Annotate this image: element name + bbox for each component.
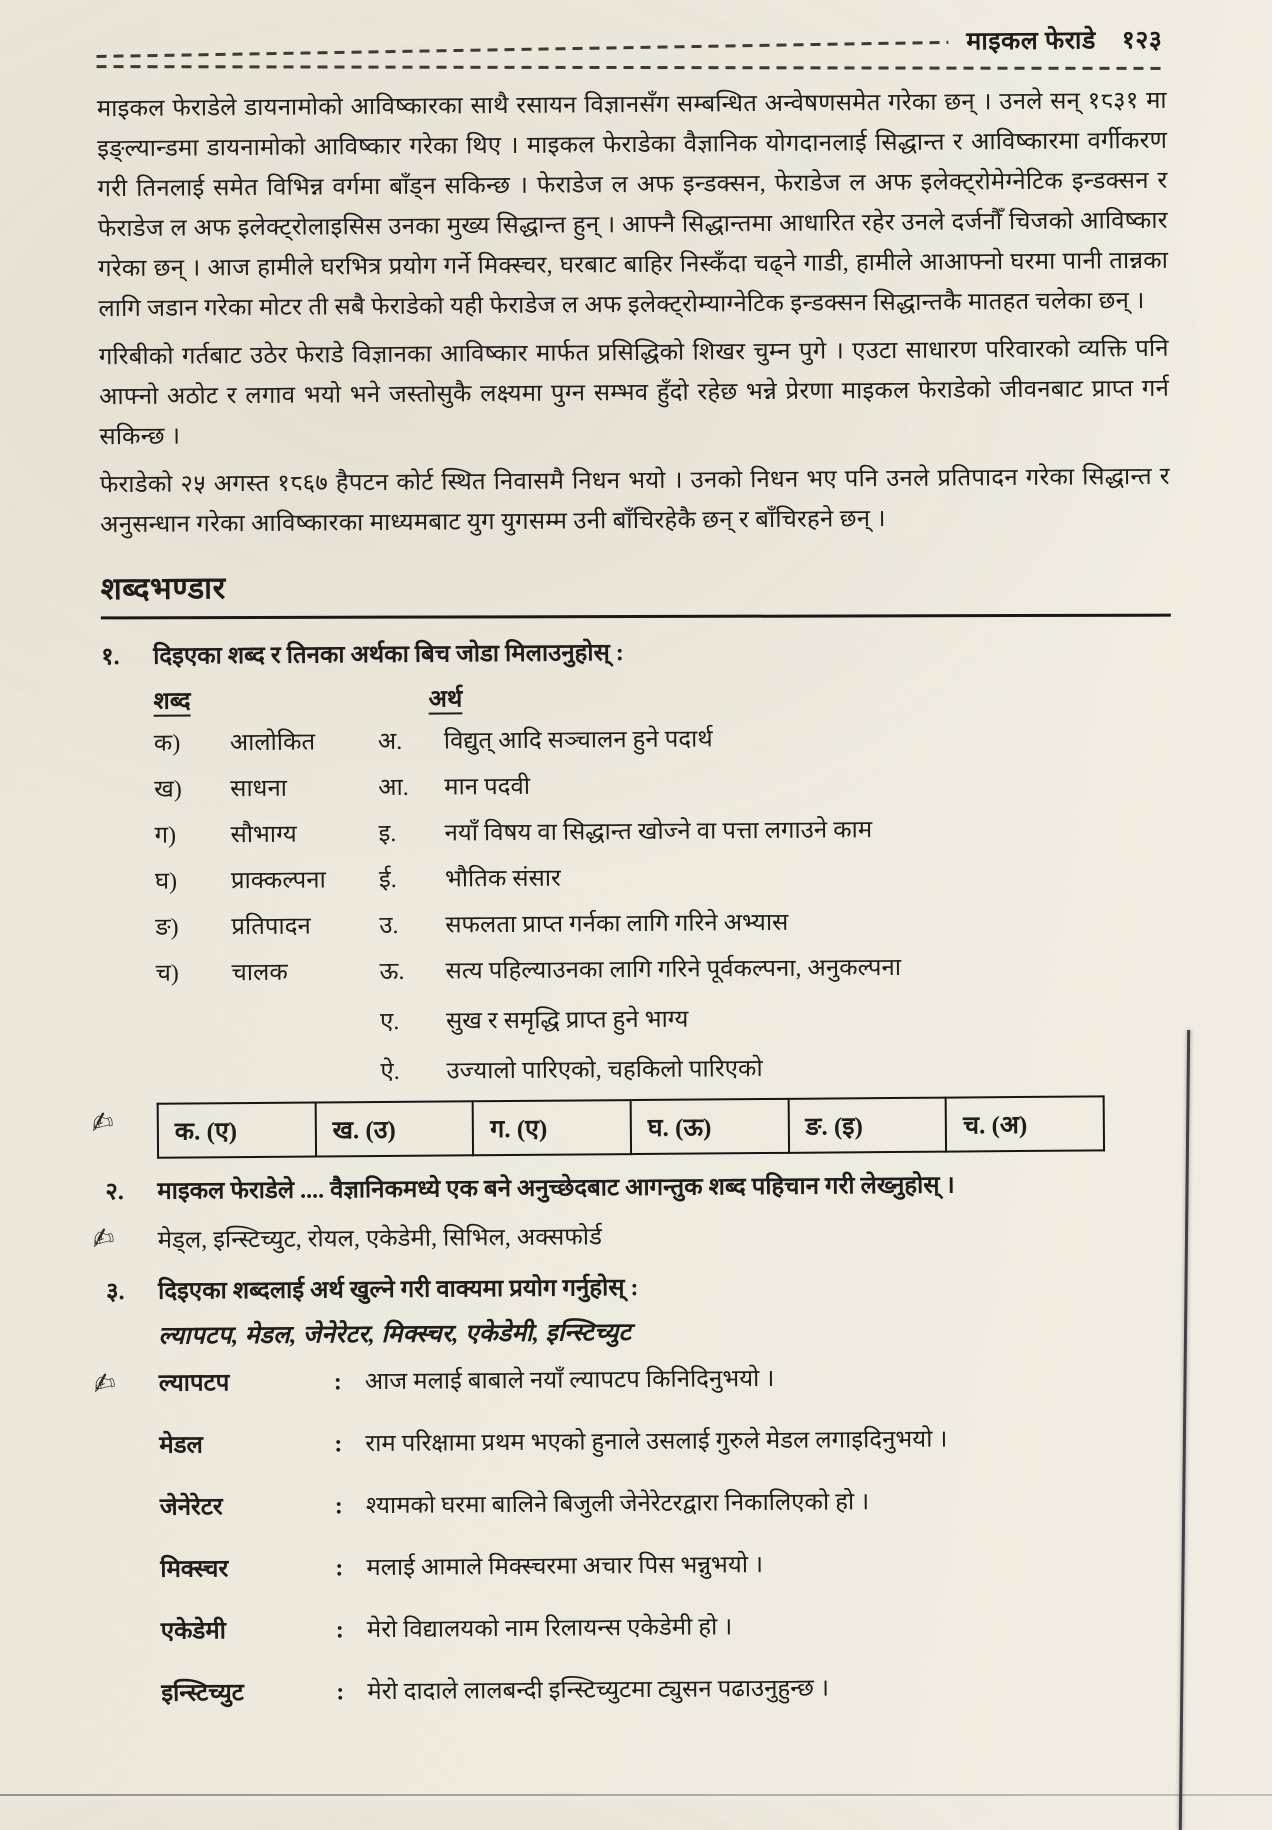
- meaning-marker: ऐ.: [380, 1058, 400, 1086]
- answer-table-row: [87, 1095, 1175, 1159]
- page-header: [96, 22, 1166, 64]
- sentence: मेरो विद्यालयको नाम रिलायन्स एकेडेमी हो ।: [366, 1614, 733, 1644]
- running-title: माइकल फेराडे: [966, 27, 1096, 56]
- term: ल्यापटप: [158, 1370, 230, 1397]
- question-number: १.: [101, 644, 120, 671]
- paragraph: माइकल फेराडेले डायनामोको आविष्कारका साथै रसायन विज्ञानसँग सम्बन्धित अन्वेषणसमेत गरेका छन् । उनले सन् १८३१ मा इङ्ल्यान्डमा डायनामोको आविष्कार गरेका थिए । माइकल फेराडेका वैज्ञानिक योगदानलाई सिद्धान्त र आविष्कारमा वर्गीकरण गरी तिनलाई समेत विभिन्न वर्गमा बाँड्न सकिन्छ । फेराडेज ल अफ इन्डक्सन, फेराडेज ल अफ इलेक्ट्रोमेग्नेटिक इन्डक्सन र फेराडेज ल अफ इलेक्ट्रोलाइसिस उनका मुख्य सिद्धान्त हुन् । आफ्नै सिद्धान्तमा आधारित रहेर उनले दर्जनौँ चिजको आविष्कार गरेका छन् । आज हामीले घरभित्र प्रयोग गर्ने मिक्स्चर, घरबाट बाहिर निस्कँदा चढ्ने गाडी, हामीले आआफ्नो घरमा पानी तान्नका लागि जडान गरेका मोटर ती सबै फेराडेको यही फेराडेज ल अफ इलेक्ट्रोम्याग्नेटिक इन्डक्सन सिद्धान्तकै मातहत चलेका छन् ।: [96, 87, 1169, 323]
- term: इन्स्टिच्युट: [161, 1680, 244, 1707]
- word: प्रतिपादन: [231, 913, 311, 941]
- answer-cell: ग. (ए): [473, 1100, 631, 1155]
- meaning: सत्य पहिल्याउनका लागि गरिने पूर्वकल्पना, अनुकल्पना: [445, 954, 902, 985]
- matching-column-headers: [153, 676, 1171, 717]
- sentence-row: [159, 1420, 1177, 1464]
- colon-separator: :: [335, 1555, 344, 1582]
- word: आलोकित: [229, 729, 316, 757]
- match-row: [155, 949, 1173, 991]
- question-number: २.: [105, 1179, 124, 1206]
- writing-hand-icon: ✍: [87, 1105, 117, 1141]
- sentence-answers: [89, 1358, 1180, 1712]
- match-row: [154, 765, 1172, 807]
- colon-separator: :: [333, 1369, 342, 1396]
- question-2: [105, 1165, 1175, 1211]
- writing-hand-icon: ✍: [88, 1221, 118, 1257]
- meaning: मान पदवी: [444, 773, 531, 801]
- meaning: नयाँ विषय वा सिद्धान्त खोज्ने वा पत्ता लगाउने काम: [444, 817, 873, 847]
- question-1: [101, 630, 1171, 676]
- match-row: [155, 857, 1173, 899]
- question-3: [106, 1265, 1176, 1311]
- match-row: [154, 719, 1172, 761]
- column-header-meaning: अर्थ: [428, 686, 463, 713]
- meaning-marker: ऊ.: [379, 958, 405, 986]
- term: मिक्स्चर: [160, 1556, 229, 1583]
- sentence: आज मलाई बाबाले नयाँ ल्यापटप किनिदिनुभयो ।: [364, 1365, 775, 1396]
- writing-hand-icon: ✍: [89, 1366, 119, 1402]
- page-bottom-edge: [0, 1794, 1272, 1796]
- paragraph: फेराडेको २५ अगस्त १८६७ हैपटन कोर्ट स्थित निवासमै निधन भयो । उनको निधन भए पनि उनले प्रतिपादन गरेका सिद्धान्त र अनुसन्धान गरेका आविष्कारका माध्यमबाट युग युगसम्म उनी बाँचिरहेकै छन् र बाँचिरहने छन् ।: [99, 463, 1170, 539]
- meaning: विद्युत् आदि सञ्चालन हुने पदार्थ: [443, 726, 713, 755]
- meaning-marker: अ.: [377, 728, 403, 756]
- meaning: उज्यालो पारिएको, चहकिलो पारिएको: [446, 1056, 763, 1085]
- question-text: दिइएका शब्द र तिनका अर्थका बिच जोडा मिलाउनुहोस् :: [153, 640, 624, 670]
- extra-meaning-row: [156, 1049, 1174, 1091]
- column-header-word: शब्द: [153, 688, 191, 715]
- colon-separator: :: [336, 1679, 345, 1706]
- extra-meaning-row: [156, 999, 1174, 1041]
- answer-cell: ख. (उ): [315, 1101, 473, 1156]
- page-number: १२३: [1121, 26, 1163, 55]
- sentence: राम परिक्षामा प्रथम भएको हुनाले उसलाई गुरुले मेडल लगाइदिनुभयो ।: [365, 1426, 948, 1458]
- answer-cell: ङ. (इ): [788, 1098, 946, 1153]
- answer-cell: क. (ए): [158, 1103, 316, 1158]
- word-marker: घ): [154, 868, 178, 895]
- meaning: भौतिक संसार: [444, 865, 561, 893]
- meaning: सफलता प्राप्त गर्नका लागि गरिने अभ्यास: [445, 909, 789, 939]
- match-row: [155, 903, 1173, 945]
- word: चालक: [231, 959, 288, 987]
- sentence-row: [160, 1544, 1178, 1588]
- match-row: [154, 811, 1172, 853]
- word-marker: क): [153, 730, 181, 757]
- word-marker: च): [155, 960, 179, 987]
- colon-separator: :: [334, 1431, 343, 1458]
- meaning-marker: आ.: [378, 774, 409, 802]
- meaning-marker: ई.: [378, 866, 397, 894]
- colon-separator: :: [335, 1617, 344, 1644]
- sentence: श्यामको घरमा बालिने बिजुली जेनेरेटरद्वारा निकालिएको हो ।: [365, 1489, 870, 1520]
- answer-cell: च. (अ): [946, 1096, 1104, 1151]
- word-marker: ख): [154, 776, 182, 803]
- decorative-dashed-rule-under-header: [97, 65, 1167, 70]
- paragraph: गरिबीको गर्तबाट उठेर फेराडे विज्ञानका आविष्कार मार्फत प्रसिद्धिको शिखर चुम्न पुगे । एउटा साधारण परिवारको व्यक्ति पनि आफ्नो अठोट र लगाव भयो भने जस्तोसुकै लक्ष्यमा पुग्न सम्भव हुँदो रहेछ भन्ने प्रेरणा माइकल फेराडेको जीवनबाट प्राप्त गर्न सकिन्छ ।: [98, 335, 1170, 451]
- meaning-marker: उ.: [379, 912, 399, 940]
- sentence-row: [89, 1358, 1177, 1402]
- answer-2-text: मेड्ल, इन्स्टिच्युट, रोयल, एकेडेमी, सिभिल, अक्सफोर्ड: [157, 1224, 602, 1254]
- sentence: मलाई आमाले मिक्स्चरमा अचार पिस भन्नुभयो ।: [366, 1552, 764, 1582]
- term: जेनेरेटर: [159, 1494, 223, 1521]
- sentence-row: [160, 1482, 1178, 1526]
- term: मेडल: [159, 1432, 203, 1459]
- matching-exercise: [153, 676, 1174, 1091]
- word: साधना: [230, 775, 288, 803]
- answer-2-row: [88, 1211, 1176, 1269]
- word-marker: ङ): [155, 914, 179, 941]
- section-heading-vocabulary: शब्दभण्डार: [100, 570, 226, 607]
- question-text: दिइएका शब्दलाई अर्थ खुल्ने गरी वाक्यमा प्रयोग गर्नुहोस् :: [158, 1275, 639, 1305]
- sentence: मेरो दादाले लालबन्दी इन्स्टिच्युटमा ट्युसन पढाउनुहुन्छ ।: [367, 1675, 830, 1706]
- word: सौभाग्य: [230, 821, 297, 849]
- colon-separator: :: [334, 1493, 343, 1520]
- meaning-marker: इ.: [378, 820, 397, 848]
- meaning: सुख र समृद्धि प्राप्त हुने भाग्य: [445, 1006, 689, 1035]
- sentence-row: [161, 1668, 1179, 1712]
- section-divider-rule: [101, 614, 1171, 620]
- decorative-dashed-rule-top: [96, 41, 948, 58]
- meaning-marker: ए.: [379, 1008, 400, 1036]
- question-text: माइकल फेराडेले .... वैज्ञानिकमध्ये एक बने अनुच्छेदबाट आगन्तुक शब्द पहिचान गरी लेख्नुहोस् ।: [157, 1172, 955, 1205]
- question-3-word-list: ल्यापटप, मेडल, जेनेरेटर, मिक्स्चर, एकेडेमी, इन्स्टिच्युट: [158, 1319, 632, 1350]
- word-marker: ग): [154, 822, 177, 849]
- answer-cell: घ. (ऊ): [631, 1099, 789, 1154]
- question-number: ३.: [106, 1279, 125, 1306]
- term: एकेडेमी: [160, 1618, 227, 1645]
- answer-table: [157, 1095, 1105, 1158]
- sentence-row: [161, 1606, 1179, 1650]
- word: प्राक्कल्पना: [230, 867, 326, 895]
